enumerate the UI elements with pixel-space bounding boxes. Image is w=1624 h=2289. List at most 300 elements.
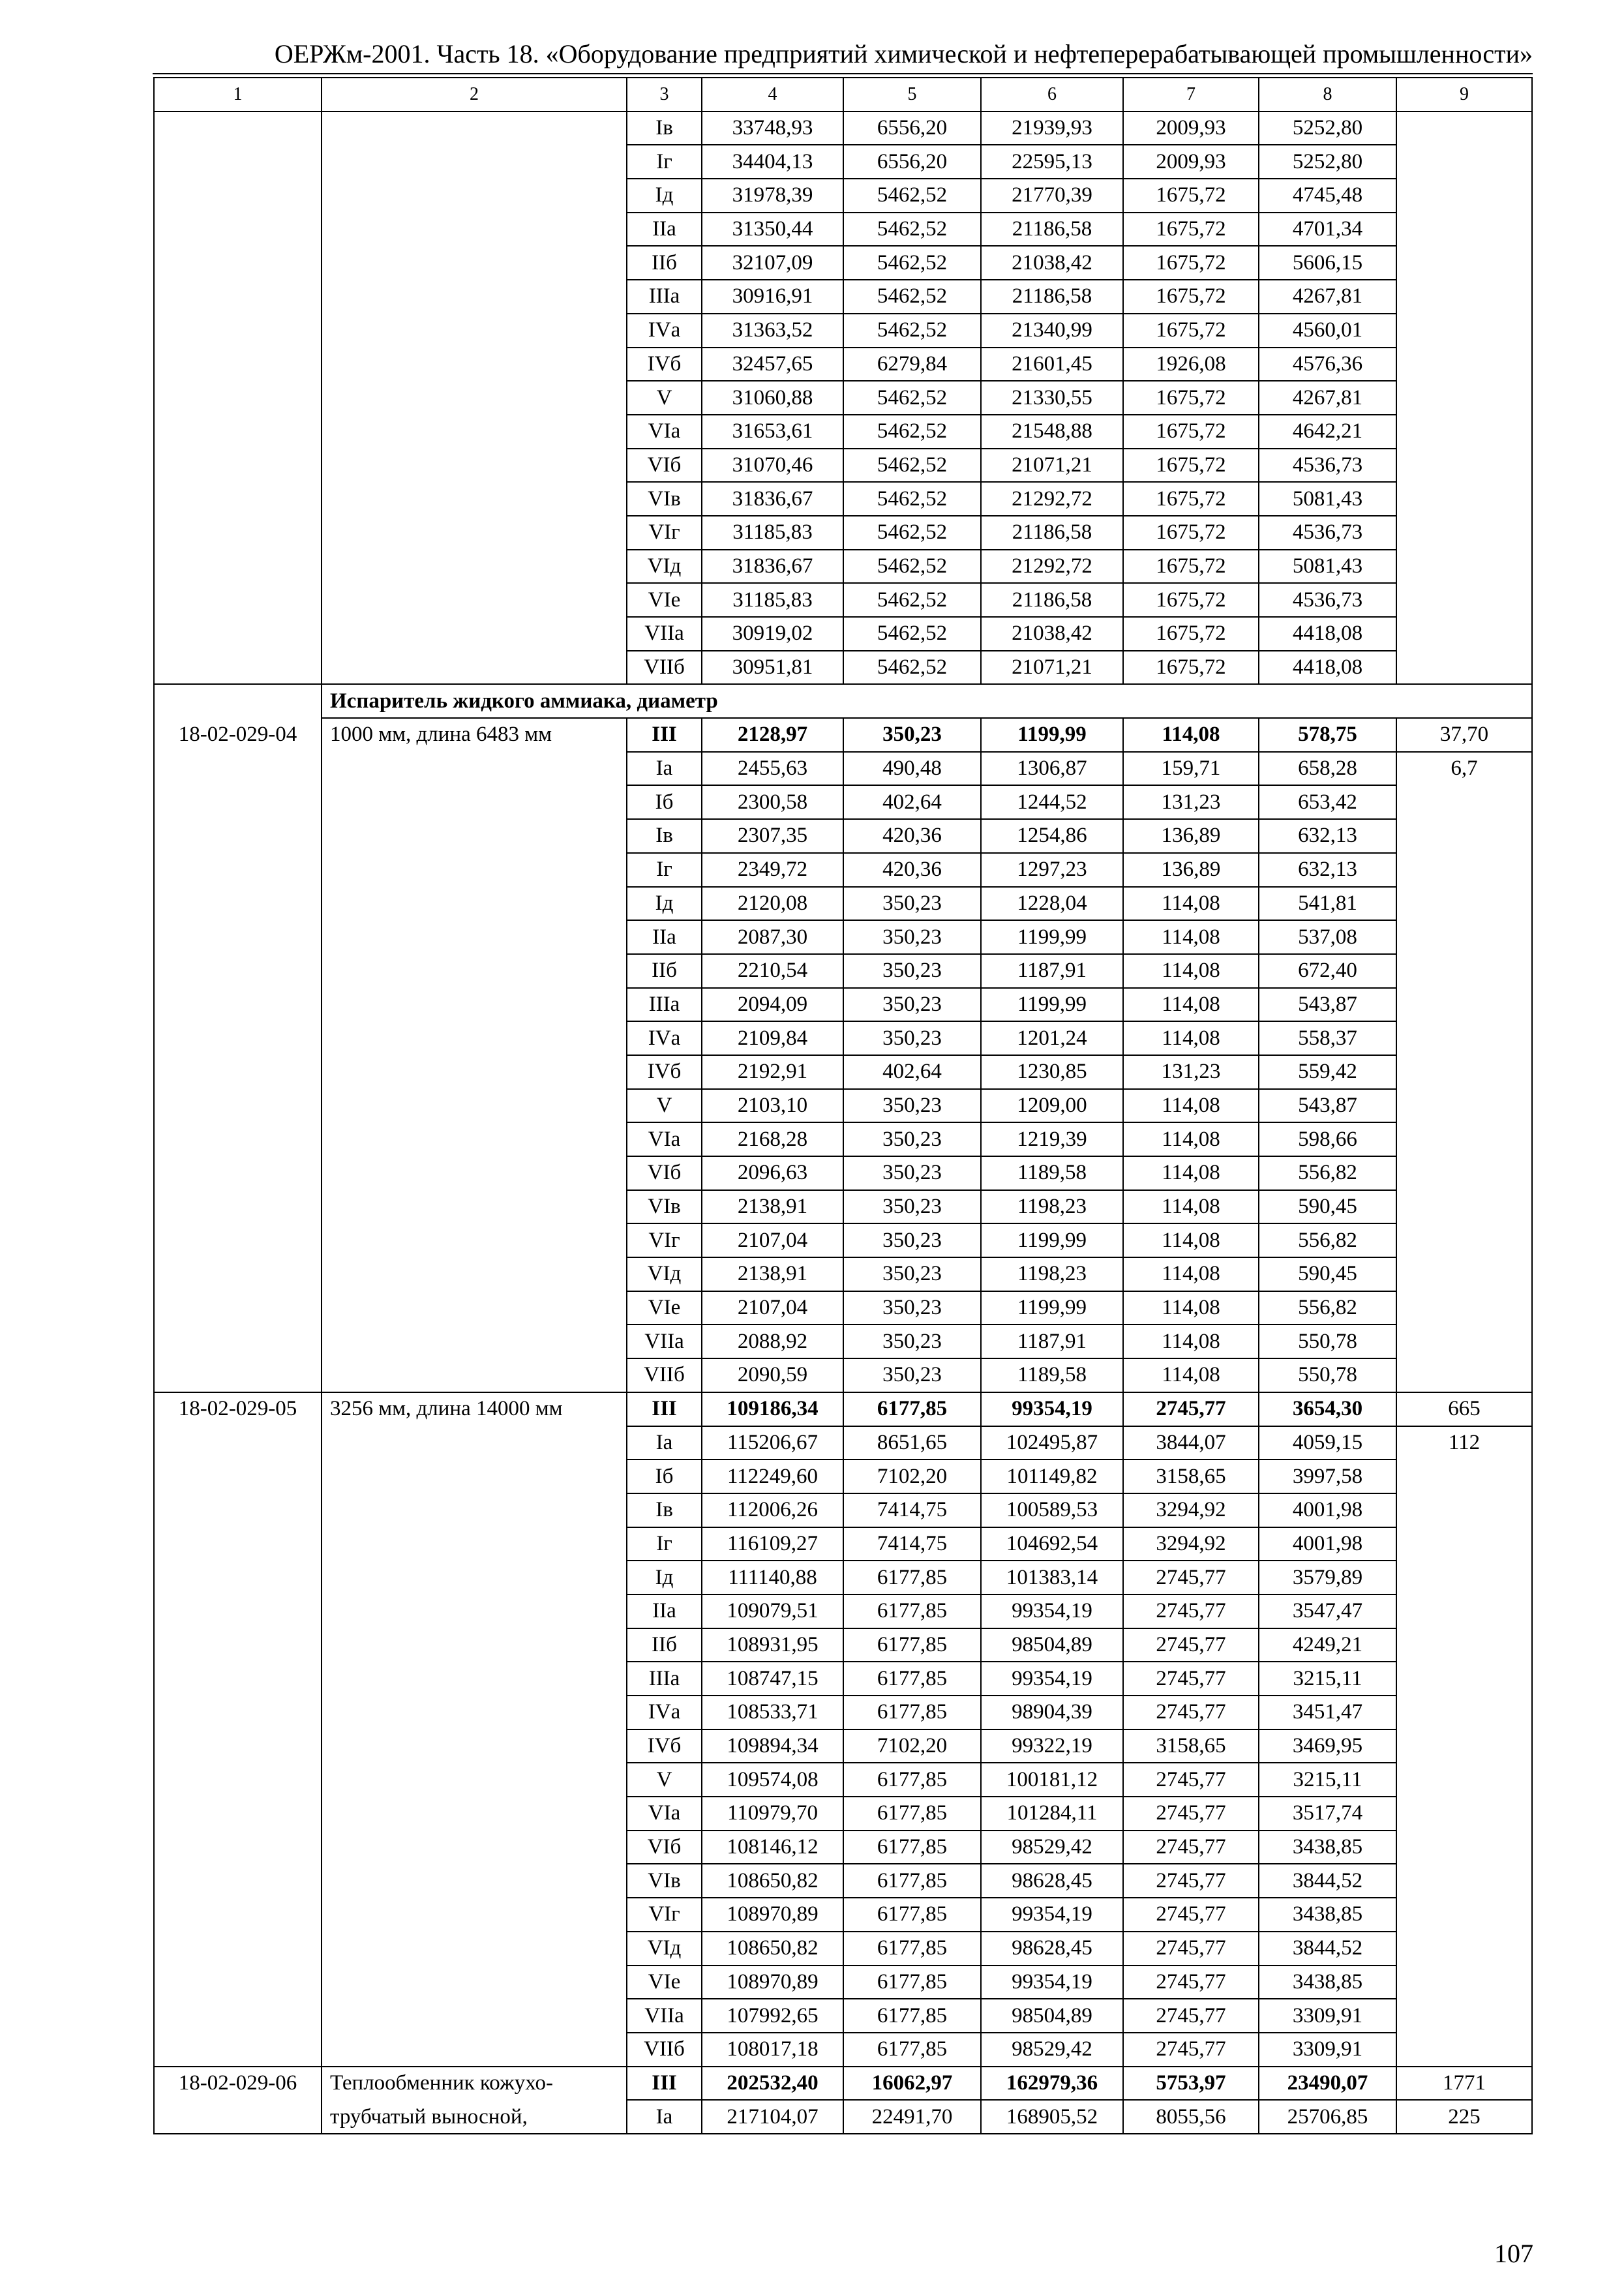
- value-cell: 131,23: [1123, 785, 1259, 819]
- value-cell: 22595,13: [981, 145, 1123, 179]
- mass-cell: [1396, 1729, 1532, 1763]
- value-cell: 1254,86: [981, 819, 1123, 853]
- value-cell: 1228,04: [981, 887, 1123, 921]
- value-cell: 1209,00: [981, 1089, 1123, 1123]
- table-row: [154, 819, 1532, 853]
- name-cell: [322, 1055, 627, 1089]
- value-cell: 2745,77: [1123, 1864, 1259, 1898]
- value-cell: 1199,99: [981, 1223, 1123, 1257]
- mass-cell: [1396, 1089, 1532, 1123]
- code-cell: [154, 583, 322, 617]
- mass-cell: [1396, 887, 1532, 921]
- name-cell: [322, 112, 627, 145]
- value-cell: 31185,83: [702, 583, 843, 617]
- zone-cell: IVа: [627, 314, 702, 348]
- zone-cell: VIIб: [627, 2033, 702, 2067]
- zone-cell: VIд: [627, 550, 702, 584]
- value-cell: 21330,55: [981, 381, 1123, 415]
- table-row: [154, 1156, 1532, 1190]
- price-table: [153, 77, 1533, 2134]
- value-cell: 590,45: [1259, 1257, 1396, 1291]
- value-cell: 108747,15: [702, 1662, 843, 1696]
- value-cell: 1189,58: [981, 1358, 1123, 1392]
- value-cell: 556,82: [1259, 1291, 1396, 1325]
- name-cell: [322, 348, 627, 382]
- value-cell: 350,23: [843, 887, 981, 921]
- value-cell: 100589,53: [981, 1493, 1123, 1527]
- code-cell: [154, 853, 322, 887]
- value-cell: 104692,54: [981, 1527, 1123, 1561]
- value-cell: 1199,99: [981, 718, 1123, 752]
- code-cell: [154, 1932, 322, 1966]
- value-cell: 1675,72: [1123, 449, 1259, 483]
- table-row: [154, 1999, 1532, 2033]
- zone-cell: IIIа: [627, 280, 702, 314]
- value-cell: 21186,58: [981, 583, 1123, 617]
- value-cell: 168905,52: [981, 2100, 1123, 2134]
- mass-cell: [1396, 1696, 1532, 1729]
- name-cell: [322, 449, 627, 483]
- value-cell: 114,08: [1123, 1223, 1259, 1257]
- mass-cell: [1396, 617, 1532, 651]
- column-number: 7: [1123, 78, 1259, 112]
- value-cell: 3438,85: [1259, 1898, 1396, 1932]
- name-cell: [322, 381, 627, 415]
- name-cell: [322, 752, 627, 786]
- value-cell: 3997,58: [1259, 1459, 1396, 1493]
- value-cell: 21292,72: [981, 482, 1123, 516]
- zone-cell: VIIа: [627, 617, 702, 651]
- name-cell: [322, 988, 627, 1022]
- name-cell: [322, 1426, 627, 1460]
- value-cell: 4418,08: [1259, 651, 1396, 685]
- zone-cell: VIа: [627, 415, 702, 449]
- value-cell: 6177,85: [843, 1797, 981, 1831]
- value-cell: 3215,11: [1259, 1763, 1396, 1797]
- value-cell: 101284,11: [981, 1797, 1123, 1831]
- zone-cell: IIб: [627, 1628, 702, 1662]
- value-cell: 2745,77: [1123, 1999, 1259, 2033]
- value-cell: 115206,67: [702, 1426, 843, 1460]
- value-cell: 114,08: [1123, 1021, 1259, 1055]
- table-row: [154, 2033, 1532, 2067]
- name-cell: [322, 415, 627, 449]
- value-cell: 100181,12: [981, 1763, 1123, 1797]
- zone-cell: IVб: [627, 1055, 702, 1089]
- name-cell: [322, 1223, 627, 1257]
- name-cell: [322, 1021, 627, 1055]
- code-cell: [154, 1797, 322, 1831]
- name-cell: 1000 мм, длина 6483 мм: [322, 718, 627, 752]
- value-cell: 2090,59: [702, 1358, 843, 1392]
- value-cell: 4059,15: [1259, 1426, 1396, 1460]
- value-cell: 98904,39: [981, 1696, 1123, 1729]
- code-cell: [154, 145, 322, 179]
- value-cell: 2107,04: [702, 1223, 843, 1257]
- name-cell: Теплообменник кожухо-: [322, 2067, 627, 2101]
- value-cell: 1297,23: [981, 853, 1123, 887]
- value-cell: 33748,93: [702, 112, 843, 145]
- section-title-row: [154, 684, 1532, 718]
- value-cell: 1306,87: [981, 752, 1123, 786]
- zone-cell: III: [627, 718, 702, 752]
- value-cell: 350,23: [843, 1291, 981, 1325]
- table-row: [154, 1223, 1532, 1257]
- value-cell: 2307,35: [702, 819, 843, 853]
- name-cell: [322, 1932, 627, 1966]
- value-cell: 21186,58: [981, 280, 1123, 314]
- name-cell: трубчатый выносной,: [322, 2100, 627, 2134]
- value-cell: 21038,42: [981, 246, 1123, 280]
- value-cell: 1675,72: [1123, 179, 1259, 213]
- mass-cell: [1396, 1864, 1532, 1898]
- value-cell: 3579,89: [1259, 1561, 1396, 1594]
- value-cell: 5753,97: [1123, 2067, 1259, 2101]
- value-cell: 6177,85: [843, 1999, 981, 2033]
- value-cell: 31185,83: [702, 516, 843, 550]
- code-cell: [154, 1324, 322, 1358]
- value-cell: 114,08: [1123, 1257, 1259, 1291]
- value-cell: 350,23: [843, 1122, 981, 1156]
- value-cell: 3469,95: [1259, 1729, 1396, 1763]
- value-cell: 114,08: [1123, 988, 1259, 1022]
- table-row: [154, 1122, 1532, 1156]
- value-cell: 114,08: [1123, 1122, 1259, 1156]
- value-cell: 21186,58: [981, 213, 1123, 247]
- value-cell: 99322,19: [981, 1729, 1123, 1763]
- mass-cell: [1396, 482, 1532, 516]
- value-cell: 402,64: [843, 1055, 981, 1089]
- mass-cell: 665: [1396, 1392, 1532, 1426]
- value-cell: 21340,99: [981, 314, 1123, 348]
- name-cell: [322, 1358, 627, 1392]
- value-cell: 31350,44: [702, 213, 843, 247]
- value-cell: 2745,77: [1123, 1831, 1259, 1864]
- name-cell: [322, 145, 627, 179]
- mass-cell: [1396, 1223, 1532, 1257]
- code-cell: [154, 112, 322, 145]
- value-cell: 2138,91: [702, 1257, 843, 1291]
- value-cell: 3844,52: [1259, 1932, 1396, 1966]
- table-row: [154, 1324, 1532, 1358]
- page-number: 107: [1494, 2239, 1533, 2268]
- value-cell: 108533,71: [702, 1696, 843, 1729]
- value-cell: 7414,75: [843, 1527, 981, 1561]
- value-cell: 5252,80: [1259, 112, 1396, 145]
- zone-cell: VIг: [627, 1898, 702, 1932]
- value-cell: 1244,52: [981, 785, 1123, 819]
- mass-cell: [1396, 1291, 1532, 1325]
- zone-cell: V: [627, 1089, 702, 1123]
- value-cell: 6177,85: [843, 1628, 981, 1662]
- table-row: [154, 752, 1532, 786]
- table-row: [154, 2067, 1532, 2101]
- value-cell: 32457,65: [702, 348, 843, 382]
- value-cell: 3438,85: [1259, 1966, 1396, 1999]
- zone-cell: Iд: [627, 179, 702, 213]
- value-cell: 102495,87: [981, 1426, 1123, 1460]
- zone-cell: VIв: [627, 1864, 702, 1898]
- table-row: [154, 348, 1532, 382]
- table-row: [154, 1729, 1532, 1763]
- name-cell: [322, 920, 627, 954]
- value-cell: 107992,65: [702, 1999, 843, 2033]
- code-cell: [154, 1729, 322, 1763]
- code-cell: [154, 280, 322, 314]
- value-cell: 1675,72: [1123, 482, 1259, 516]
- zone-cell: VIб: [627, 449, 702, 483]
- mass-cell: [1396, 381, 1532, 415]
- code-cell: [154, 246, 322, 280]
- zone-cell: VIд: [627, 1932, 702, 1966]
- value-cell: 110979,70: [702, 1797, 843, 1831]
- value-cell: 101383,14: [981, 1561, 1123, 1594]
- code-cell: [154, 1999, 322, 2033]
- table-row: [154, 213, 1532, 247]
- mass-cell: [1396, 1190, 1532, 1224]
- value-cell: 2192,91: [702, 1055, 843, 1089]
- code-cell: [154, 2100, 322, 2134]
- name-cell: [322, 1797, 627, 1831]
- value-cell: 2455,63: [702, 752, 843, 786]
- zone-cell: IIIа: [627, 988, 702, 1022]
- value-cell: 2168,28: [702, 1122, 843, 1156]
- value-cell: 6177,85: [843, 1864, 981, 1898]
- code-cell: [154, 348, 322, 382]
- mass-cell: [1396, 1156, 1532, 1190]
- code-cell: [154, 954, 322, 988]
- zone-cell: IVа: [627, 1696, 702, 1729]
- value-cell: 1675,72: [1123, 246, 1259, 280]
- table-row: [154, 1493, 1532, 1527]
- code-cell: [154, 1291, 322, 1325]
- value-cell: 5462,52: [843, 246, 981, 280]
- mass-cell: [1396, 1662, 1532, 1696]
- value-cell: 108970,89: [702, 1898, 843, 1932]
- value-cell: 578,75: [1259, 718, 1396, 752]
- name-cell: [322, 1696, 627, 1729]
- value-cell: 350,23: [843, 920, 981, 954]
- zone-cell: VIв: [627, 482, 702, 516]
- value-cell: 202532,40: [702, 2067, 843, 2101]
- value-cell: 4536,73: [1259, 583, 1396, 617]
- value-cell: 30919,02: [702, 617, 843, 651]
- value-cell: 2107,04: [702, 1291, 843, 1325]
- name-cell: [322, 819, 627, 853]
- value-cell: 1675,72: [1123, 550, 1259, 584]
- code-cell: [154, 651, 322, 685]
- value-cell: 4642,21: [1259, 415, 1396, 449]
- value-cell: 5081,43: [1259, 550, 1396, 584]
- value-cell: 559,42: [1259, 1055, 1396, 1089]
- zone-cell: IVа: [627, 1021, 702, 1055]
- zone-cell: Iа: [627, 752, 702, 786]
- code-cell: [154, 1089, 322, 1123]
- value-cell: 31060,88: [702, 381, 843, 415]
- value-cell: 658,28: [1259, 752, 1396, 786]
- zone-cell: Iг: [627, 145, 702, 179]
- value-cell: 6177,85: [843, 1932, 981, 1966]
- name-cell: 3256 мм, длина 14000 мм: [322, 1392, 627, 1426]
- zone-cell: III: [627, 2067, 702, 2101]
- value-cell: 5462,52: [843, 179, 981, 213]
- value-cell: 3438,85: [1259, 1831, 1396, 1864]
- value-cell: 4536,73: [1259, 449, 1396, 483]
- value-cell: 4745,48: [1259, 179, 1396, 213]
- value-cell: 5462,52: [843, 651, 981, 685]
- table-row: [154, 1392, 1532, 1426]
- value-cell: 1675,72: [1123, 516, 1259, 550]
- value-cell: 2094,09: [702, 988, 843, 1022]
- zone-cell: VIIа: [627, 1999, 702, 2033]
- zone-cell: VIе: [627, 583, 702, 617]
- mass-cell: [1396, 785, 1532, 819]
- code-cell: [154, 785, 322, 819]
- value-cell: 2745,77: [1123, 1797, 1259, 1831]
- table-row: [154, 1932, 1532, 1966]
- name-cell: [322, 785, 627, 819]
- value-cell: 108146,12: [702, 1831, 843, 1864]
- value-cell: 3451,47: [1259, 1696, 1396, 1729]
- value-cell: 22491,70: [843, 2100, 981, 2134]
- value-cell: 3517,74: [1259, 1797, 1396, 1831]
- table-row: [154, 853, 1532, 887]
- value-cell: 2009,93: [1123, 145, 1259, 179]
- value-cell: 2745,77: [1123, 2033, 1259, 2067]
- name-cell: [322, 1257, 627, 1291]
- mass-cell: [1396, 1966, 1532, 1999]
- code-cell: [154, 415, 322, 449]
- code-cell: [154, 617, 322, 651]
- value-cell: 420,36: [843, 819, 981, 853]
- table-row: [154, 1527, 1532, 1561]
- value-cell: 2745,77: [1123, 1392, 1259, 1426]
- table-row: [154, 1864, 1532, 1898]
- value-cell: 98529,42: [981, 2033, 1123, 2067]
- mass-cell: 6,7: [1396, 752, 1532, 786]
- name-cell: [322, 1561, 627, 1594]
- value-cell: 420,36: [843, 853, 981, 887]
- value-cell: 6177,85: [843, 1898, 981, 1932]
- value-cell: 4576,36: [1259, 348, 1396, 382]
- value-cell: 632,13: [1259, 853, 1396, 887]
- value-cell: 5462,52: [843, 550, 981, 584]
- value-cell: 1675,72: [1123, 314, 1259, 348]
- page-header: [153, 38, 1533, 74]
- value-cell: 3158,65: [1123, 1459, 1259, 1493]
- table-row: [154, 1831, 1532, 1864]
- code-cell: [154, 1358, 322, 1392]
- name-cell: [322, 1966, 627, 1999]
- name-cell: [322, 2033, 627, 2067]
- value-cell: 6177,85: [843, 1392, 981, 1426]
- zone-cell: IIа: [627, 213, 702, 247]
- mass-cell: [1396, 988, 1532, 1022]
- value-cell: 6279,84: [843, 348, 981, 382]
- mass-cell: [1396, 1797, 1532, 1831]
- mass-cell: [1396, 1055, 1532, 1089]
- mass-cell: 112: [1396, 1426, 1532, 1460]
- value-cell: 98628,45: [981, 1932, 1123, 1966]
- table-row: [154, 1257, 1532, 1291]
- value-cell: 2745,77: [1123, 1898, 1259, 1932]
- zone-cell: IIб: [627, 954, 702, 988]
- value-cell: 653,42: [1259, 785, 1396, 819]
- value-cell: 6177,85: [843, 1763, 981, 1797]
- value-cell: 350,23: [843, 954, 981, 988]
- mass-cell: [1396, 1594, 1532, 1628]
- value-cell: 1199,99: [981, 988, 1123, 1022]
- name-cell: [322, 246, 627, 280]
- value-cell: 350,23: [843, 1156, 981, 1190]
- mass-cell: [1396, 1257, 1532, 1291]
- name-cell: [322, 516, 627, 550]
- value-cell: 2096,63: [702, 1156, 843, 1190]
- column-number: 6: [981, 78, 1123, 112]
- table-row: [154, 785, 1532, 819]
- table-row: [154, 1291, 1532, 1325]
- value-cell: 108650,82: [702, 1932, 843, 1966]
- mass-cell: [1396, 145, 1532, 179]
- mass-cell: [1396, 1999, 1532, 2033]
- code-cell: [154, 1223, 322, 1257]
- value-cell: 159,71: [1123, 752, 1259, 786]
- code-cell: [154, 1594, 322, 1628]
- value-cell: 6177,85: [843, 2033, 981, 2067]
- value-cell: 672,40: [1259, 954, 1396, 988]
- value-cell: 109574,08: [702, 1763, 843, 1797]
- mass-cell: [1396, 1122, 1532, 1156]
- table-row: [154, 1966, 1532, 1999]
- value-cell: 2087,30: [702, 920, 843, 954]
- name-cell: [322, 617, 627, 651]
- value-cell: 1675,72: [1123, 651, 1259, 685]
- value-cell: 4418,08: [1259, 617, 1396, 651]
- value-cell: 5462,52: [843, 280, 981, 314]
- value-cell: 1926,08: [1123, 348, 1259, 382]
- value-cell: 5081,43: [1259, 482, 1396, 516]
- value-cell: 114,08: [1123, 1324, 1259, 1358]
- value-cell: 21186,58: [981, 516, 1123, 550]
- value-cell: 114,08: [1123, 1089, 1259, 1123]
- code-cell: [154, 2033, 322, 2067]
- name-cell: [322, 179, 627, 213]
- code-cell: [154, 1966, 322, 1999]
- zone-cell: Iг: [627, 1527, 702, 1561]
- name-cell: [322, 1527, 627, 1561]
- table-row: [154, 1021, 1532, 1055]
- value-cell: 1199,99: [981, 920, 1123, 954]
- name-cell: [322, 1493, 627, 1527]
- value-cell: 8651,65: [843, 1426, 981, 1460]
- value-cell: 217104,07: [702, 2100, 843, 2134]
- value-cell: 31836,67: [702, 482, 843, 516]
- value-cell: 2109,84: [702, 1021, 843, 1055]
- value-cell: 2103,10: [702, 1089, 843, 1123]
- value-cell: 23490,07: [1259, 2067, 1396, 2101]
- zone-cell: VIе: [627, 1291, 702, 1325]
- value-cell: 2300,58: [702, 785, 843, 819]
- table-row: [154, 550, 1532, 584]
- table-row: [154, 1358, 1532, 1392]
- mass-cell: [1396, 246, 1532, 280]
- value-cell: 114,08: [1123, 954, 1259, 988]
- name-cell: [322, 314, 627, 348]
- value-cell: 2128,97: [702, 718, 843, 752]
- value-cell: 1675,72: [1123, 583, 1259, 617]
- mass-cell: [1396, 449, 1532, 483]
- table-row: [154, 1898, 1532, 1932]
